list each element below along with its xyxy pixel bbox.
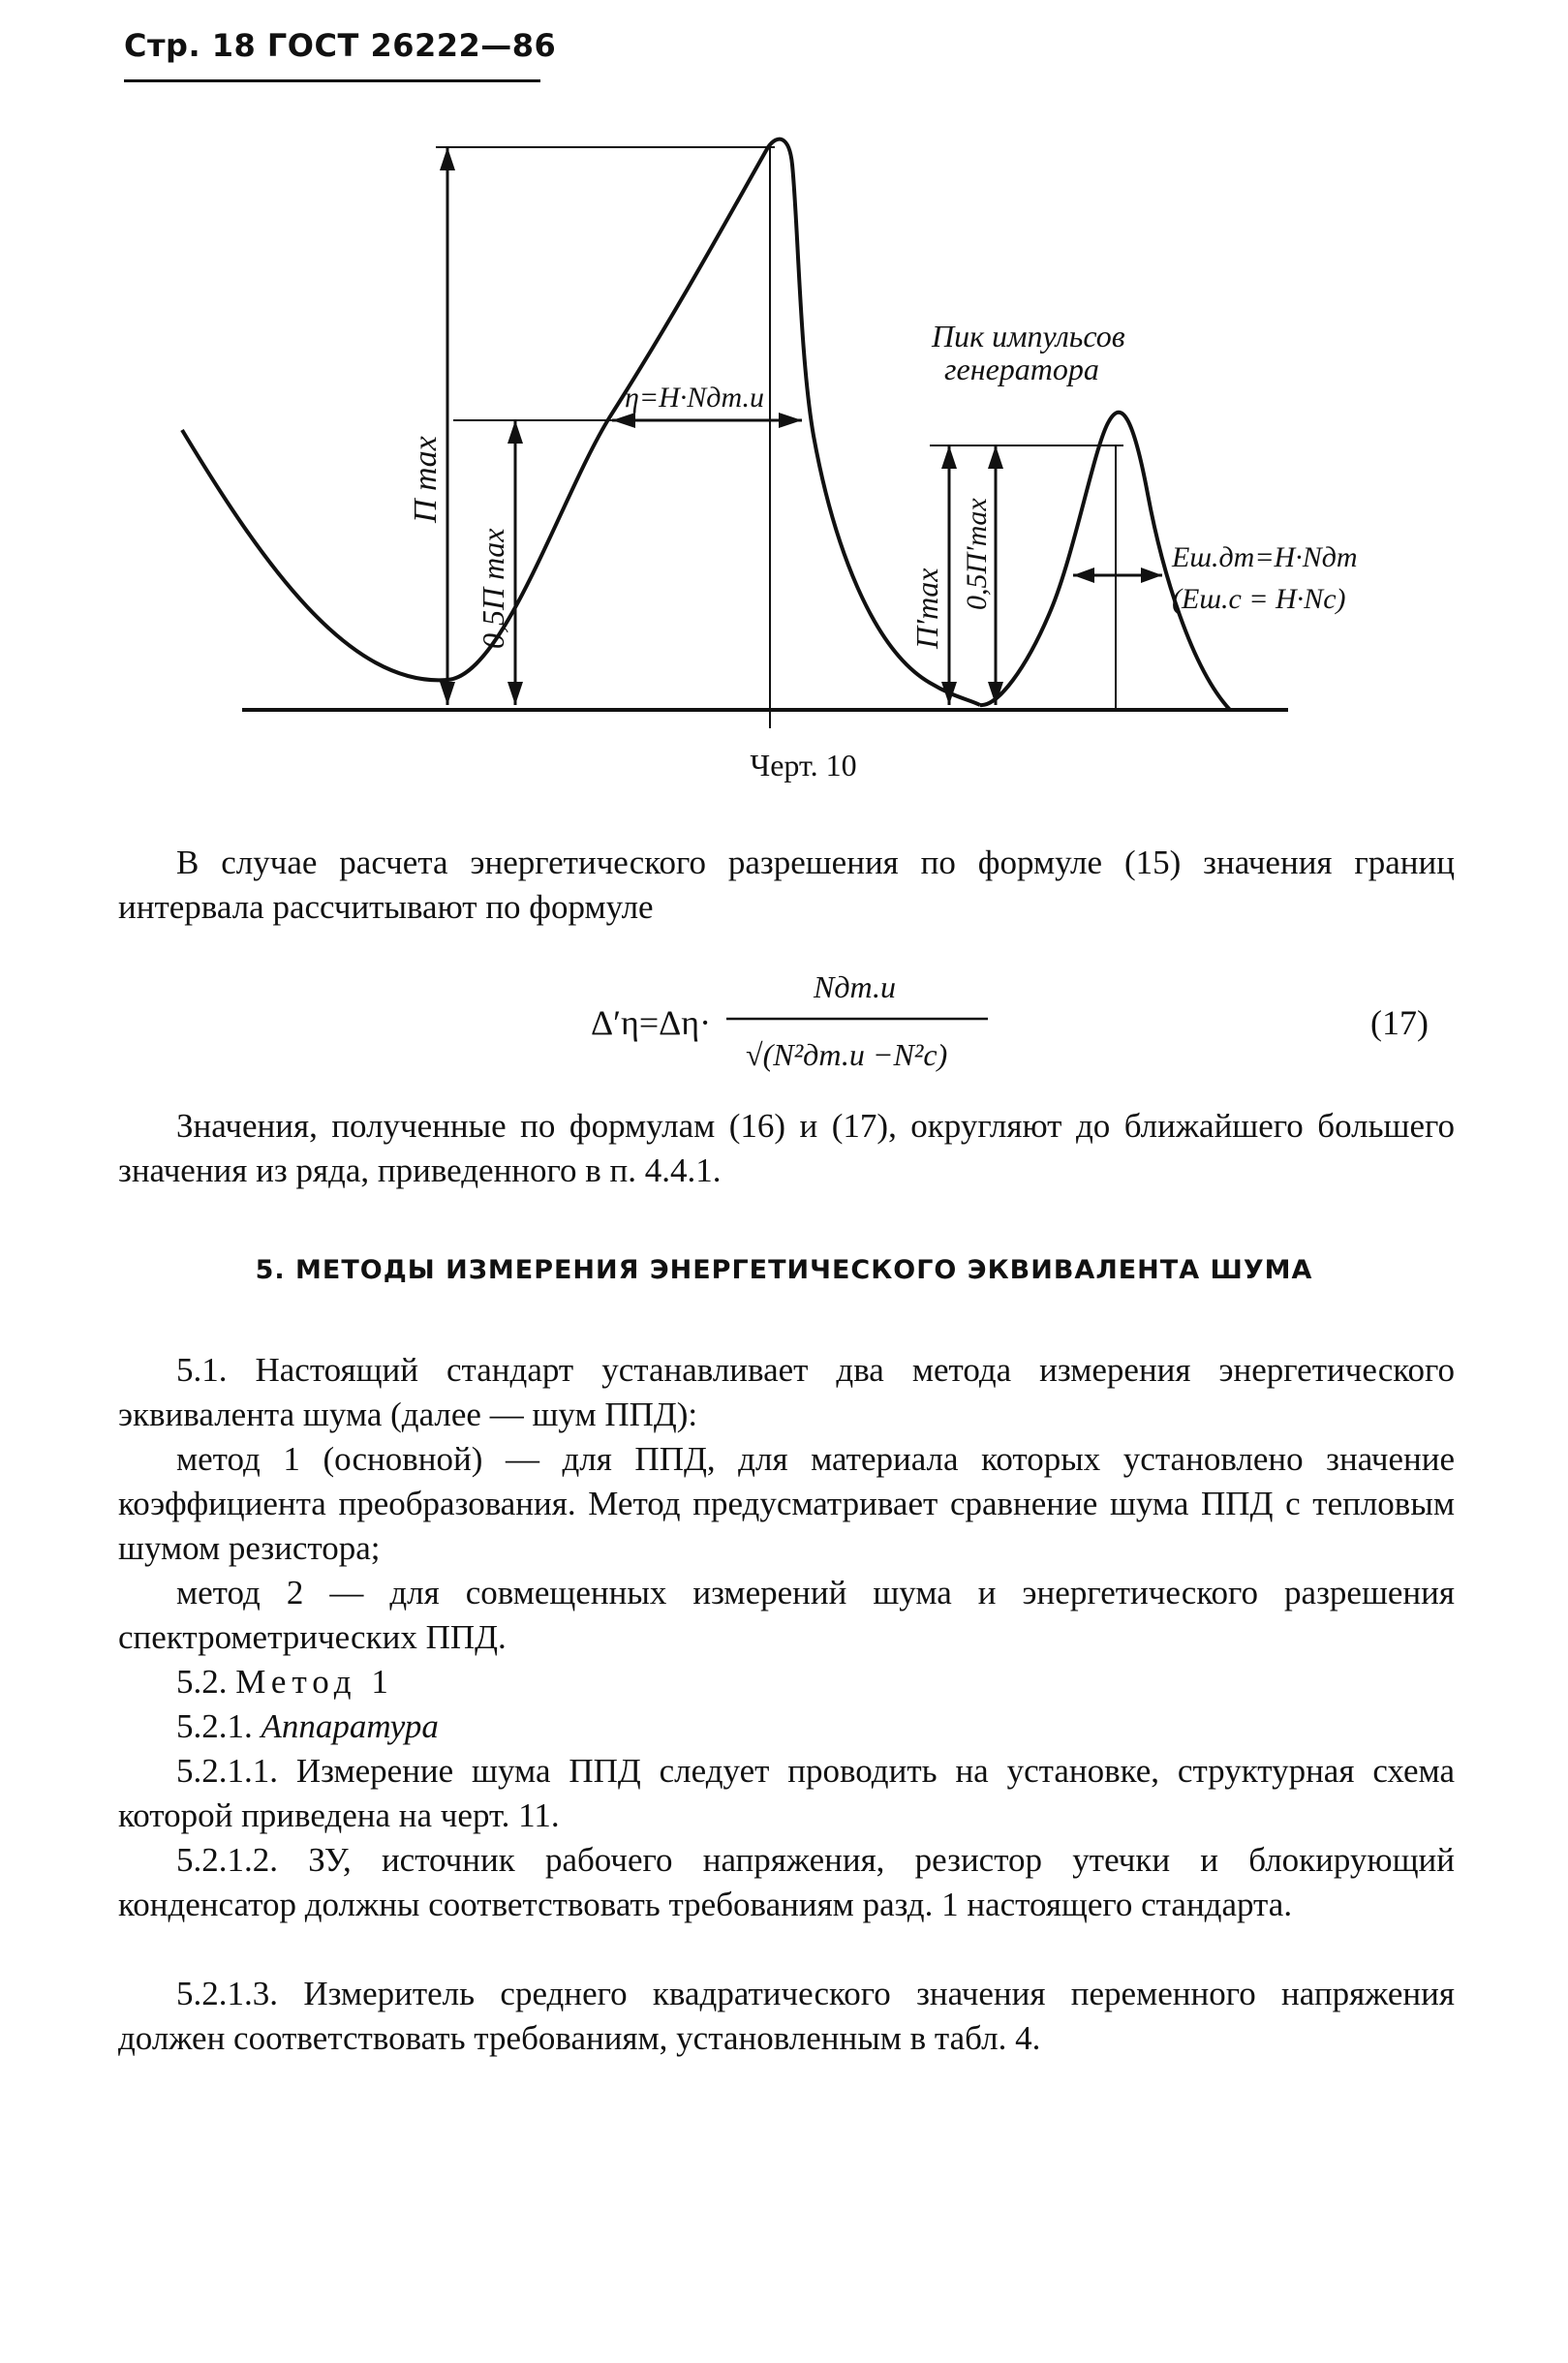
label-peak-title-1: Пик импульсов <box>932 319 1125 353</box>
label-e-det: Eш.дт=H·Nдт <box>1172 541 1358 573</box>
formula-number: (17) <box>1370 1003 1429 1042</box>
spectrum-curve <box>182 139 980 705</box>
paragraph-method-2: метод 2 — для совмещенных измерений шума и энергетического разрешения спектрометрических ППД. <box>118 1574 1455 1656</box>
clause-5-2-number: 5.2. <box>176 1663 228 1701</box>
formula-numerator: Nдт.и <box>814 969 897 1004</box>
label-eta: η=H·Nдт.и <box>625 382 765 414</box>
fwhm-arrow-right <box>779 413 802 428</box>
paragraph-5-1: 5.1. Настоящий стандарт устанавливает два метода измерения энергетического эквивалента шума (далее — шум ППД): <box>118 1351 1455 1433</box>
section-title: 5. МЕТОДЫ ИЗМЕРЕНИЯ ЭНЕРГЕТИЧЕСКОГО ЭКВИВАЛЕНТА ШУМА <box>255 1255 1313 1285</box>
half-pmax-arrow-bottom <box>507 682 523 705</box>
pmax-arrow-bottom <box>440 682 455 705</box>
paragraph-5-2 <box>118 1660 1455 1704</box>
generator-fwhm-arrow-right <box>1141 568 1162 583</box>
paragraph-1: В случае расчета энергетического разрешения по формуле (15) значения границ интервала рассчитывают по формуле <box>118 844 1455 926</box>
label-pmax: П max <box>408 436 444 523</box>
half-pmax-arrow-top <box>507 420 523 444</box>
label-half-pmax: 0,5П max <box>476 528 510 649</box>
paragraph-5-2-1-1: 5.2.1.1. Измерение шума ППД следует проводить на установке, структурная схема которой приведена на черт. 11. <box>118 1752 1455 1834</box>
label-p-prime-max: П′max <box>909 568 944 649</box>
paragraph-5-2-1-2: 5.2.1.2. ЗУ, источник рабочего напряжения, резистор утечки и блокирующий конденсатор должны соответствовать требованиям разд. 1 настоящего стандарта. <box>118 1841 1455 1923</box>
paragraph-method-1: метод 1 (основной) — для ППД, для материала которых установлено значение коэффициента преобразования. Метод предусматривает сравнение шума ППД с тепловым шумом резистора; <box>118 1440 1455 1567</box>
label-e-c: (Eш.с = H·Nс) <box>1172 583 1346 615</box>
paragraph-2: Значения, полученные по формулам (16) и (17), округляют до ближайшего большего значения из ряда, приведенного в п. 4.4.1. <box>118 1107 1455 1189</box>
page-header: Стр. 18 ГОСТ 26222—86 <box>124 27 557 64</box>
formula-17 <box>0 959 1568 1085</box>
paragraph-5-2-1-3: 5.2.1.3. Измеритель среднего квадратического значения переменного напряжения должен соответствовать требованиям, установленным в табл. 4. <box>118 1975 1455 2057</box>
formula-lhs: Δ′η=Δη· <box>591 1003 712 1042</box>
p-prime-max-arrow-top <box>941 445 957 469</box>
clause-5-2-title: Метод 1 <box>235 1663 394 1701</box>
paragraph-5-2-1 <box>118 1704 1455 1749</box>
label-peak-title-2: генератора <box>944 352 1099 386</box>
spectrum-diagram <box>0 126 1568 746</box>
clause-5-2-1-title: Аппаратура <box>261 1707 439 1745</box>
formula-svg <box>0 959 1568 1085</box>
generator-fwhm-arrow-left <box>1073 568 1094 583</box>
figure-caption-text: Черт. 10 <box>750 748 857 783</box>
label-half-p-prime-max: 0,5П′max <box>961 498 993 610</box>
figure-caption <box>0 748 1568 783</box>
figure-10 <box>0 126 1568 746</box>
header-rule <box>124 79 540 82</box>
clause-5-2-1-number: 5.2.1. <box>176 1707 253 1745</box>
pmax-arrow-top <box>440 147 455 170</box>
half-p-prime-max-arrow-top <box>988 445 1003 469</box>
formula-denominator: √(N²дт.и −N²с) <box>746 1037 948 1072</box>
fwhm-arrow-left <box>612 413 635 428</box>
